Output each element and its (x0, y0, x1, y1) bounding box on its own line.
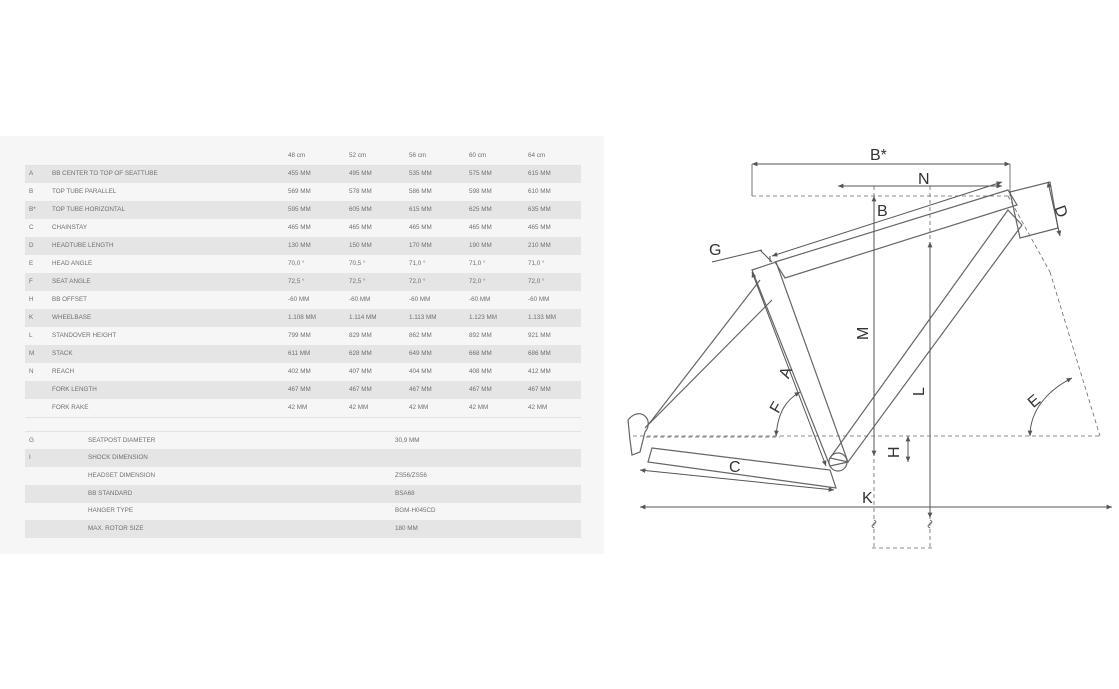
spec-row (25, 467, 581, 485)
label-d: D (1050, 203, 1071, 220)
row-value: 42 MM (469, 399, 528, 417)
row-label: FORK LENGTH (52, 381, 288, 399)
label-b: B (877, 203, 888, 220)
row-value: 71,0 ° (469, 255, 528, 273)
chainstay (648, 448, 836, 488)
row-code (25, 381, 52, 399)
geometry-row (25, 291, 581, 309)
row-label: BB OFFSET (52, 291, 288, 309)
row-value: 615 MM (409, 201, 469, 219)
row-label: HEADTUBE LENGTH (52, 237, 288, 255)
label-a: A (776, 364, 797, 381)
geometry-row (25, 309, 581, 327)
row-label: STACK (52, 345, 288, 363)
rear-dropout (628, 414, 648, 455)
row-value: 42 MM (528, 399, 581, 417)
spec-code: I (25, 449, 88, 467)
label-n: N (918, 171, 930, 188)
row-value: 921 MM (528, 327, 581, 345)
row-label: TOP TUBE PARALLEL (52, 183, 288, 201)
row-value: 465 MM (288, 219, 349, 237)
row-value: 575 MM (469, 165, 528, 183)
label-f: F (766, 399, 787, 417)
row-label: CHAINSTAY (52, 219, 288, 237)
row-code: A (25, 165, 52, 183)
row-value: -60 MM (469, 291, 528, 309)
row-value: 467 MM (288, 381, 349, 399)
geometry-row (25, 255, 581, 273)
spec-label: SEATPOST DIAMETER (88, 432, 395, 450)
dimension-labels (709, 147, 1070, 507)
row-value: 467 MM (528, 381, 581, 399)
row-value: 70,5 ° (349, 255, 409, 273)
geometry-row (25, 165, 581, 183)
spec-row (25, 520, 581, 538)
row-value: 605 MM (349, 201, 409, 219)
size-header: 60 cm (469, 147, 528, 165)
row-value: 71,0 ° (409, 255, 469, 273)
row-code: F (25, 273, 52, 291)
size-header: 64 cm (528, 147, 581, 165)
label-e: E (1024, 391, 1045, 412)
spec-value: 180 MM (395, 520, 581, 538)
geometry-table (25, 147, 581, 418)
row-value: 72,0 ° (409, 273, 469, 291)
label-c: C (729, 459, 741, 476)
row-value: 595 MM (288, 201, 349, 219)
row-value: 465 MM (469, 219, 528, 237)
row-label: HEAD ANGLE (52, 255, 288, 273)
geometry-row (25, 399, 581, 417)
row-code: D (25, 237, 52, 255)
label-b-star: B* (870, 147, 887, 164)
label-k: K (862, 490, 873, 507)
row-label: SEAT ANGLE (52, 273, 288, 291)
size-header: 48 cm (288, 147, 349, 165)
row-value: 799 MM (288, 327, 349, 345)
header-blank (25, 147, 52, 165)
spec-label: SHOCK DIMENSION (88, 449, 395, 467)
row-code: E (25, 255, 52, 273)
row-value: 649 MM (409, 345, 469, 363)
size-header: 56 cm (409, 147, 469, 165)
header-blank (52, 147, 288, 165)
row-value: 635 MM (528, 201, 581, 219)
row-code: B* (25, 201, 52, 219)
row-code: M (25, 345, 52, 363)
row-value: 598 MM (469, 183, 528, 201)
row-value: 610 MM (528, 183, 581, 201)
row-label: REACH (52, 363, 288, 381)
frame-geometry-diagram (620, 130, 1119, 555)
row-value: 455 MM (288, 165, 349, 183)
row-label: STANDOVER HEIGHT (52, 327, 288, 345)
dimension-lines (640, 164, 1112, 528)
size-header-row (25, 147, 581, 165)
spec-code (25, 520, 88, 538)
row-code: K (25, 309, 52, 327)
spec-value: ZS56/ZS56 (395, 467, 581, 485)
label-h: H (886, 446, 903, 458)
label-m: M (855, 326, 872, 340)
seat-tube (752, 262, 848, 466)
row-code (25, 399, 52, 417)
row-value: 615 MM (528, 165, 581, 183)
row-value: 569 MM (288, 183, 349, 201)
row-value: 1.133 MM (528, 309, 581, 327)
row-label: WHEELBASE (52, 309, 288, 327)
spec-row (25, 449, 581, 467)
row-value: 578 MM (349, 183, 409, 201)
spec-table (25, 431, 581, 538)
row-value: 71,0 ° (528, 255, 581, 273)
row-code: H (25, 291, 52, 309)
spec-code (25, 503, 88, 521)
row-value: 892 MM (469, 327, 528, 345)
row-label: BB CENTER TO TOP OF SEATTUBE (52, 165, 288, 183)
top-tube (775, 190, 1017, 278)
row-value: 42 MM (409, 399, 469, 417)
row-value: 408 MM (469, 363, 528, 381)
row-value: 72,5 ° (288, 273, 349, 291)
row-code: N (25, 363, 52, 381)
row-value: 467 MM (349, 381, 409, 399)
row-value: 628 MM (349, 345, 409, 363)
spec-value: 30,9 MM (395, 432, 581, 450)
row-value: 1.108 MM (288, 309, 349, 327)
row-value: 862 MM (409, 327, 469, 345)
geometry-row (25, 273, 581, 291)
row-value: -60 MM (349, 291, 409, 309)
geometry-row (25, 183, 581, 201)
row-value: 625 MM (469, 201, 528, 219)
spec-value: BGM-H045CD (395, 503, 581, 521)
row-value: 42 MM (349, 399, 409, 417)
row-value: 467 MM (469, 381, 528, 399)
row-code: B (25, 183, 52, 201)
size-header: 52 cm (349, 147, 409, 165)
row-value: -60 MM (288, 291, 349, 309)
row-value: 404 MM (409, 363, 469, 381)
row-value: 465 MM (409, 219, 469, 237)
spec-value: BSA68 (395, 485, 581, 503)
geometry-row (25, 201, 581, 219)
label-g: G (709, 242, 722, 259)
row-value: 686 MM (528, 345, 581, 363)
spec-label: BB STANDARD (88, 485, 395, 503)
spec-row (25, 432, 581, 450)
row-value: 611 MM (288, 345, 349, 363)
spec-row (25, 503, 581, 521)
row-value: 412 MM (528, 363, 581, 381)
spec-label: MAX. ROTOR SIZE (88, 520, 395, 538)
geometry-row (25, 237, 581, 255)
row-value: 72,0 ° (528, 273, 581, 291)
row-value: 668 MM (469, 345, 528, 363)
geometry-row (25, 219, 581, 237)
geometry-row (25, 345, 581, 363)
bottom-bracket (829, 453, 847, 471)
row-value: 467 MM (409, 381, 469, 399)
row-value: 407 MM (349, 363, 409, 381)
row-value: 130 MM (288, 237, 349, 255)
row-value: 402 MM (288, 363, 349, 381)
spec-label: HEADSET DIMENSION (88, 467, 395, 485)
spec-row (25, 485, 581, 503)
row-value: -60 MM (409, 291, 469, 309)
row-value: 150 MM (349, 237, 409, 255)
row-value: 465 MM (528, 219, 581, 237)
row-value: 72,5 ° (349, 273, 409, 291)
row-value: 42 MM (288, 399, 349, 417)
row-value: -60 MM (528, 291, 581, 309)
row-value: 586 MM (409, 183, 469, 201)
row-value: 465 MM (349, 219, 409, 237)
row-value: 535 MM (409, 165, 469, 183)
row-value: 495 MM (349, 165, 409, 183)
spec-code (25, 485, 88, 503)
seatstay (645, 280, 772, 428)
row-label: TOP TUBE HORIZONTAL (52, 201, 288, 219)
geometry-row (25, 363, 581, 381)
row-value: 1.114 MM (349, 309, 409, 327)
row-code: C (25, 219, 52, 237)
row-value: 170 MM (409, 237, 469, 255)
row-value: 72,0 ° (469, 273, 528, 291)
spec-code: G (25, 432, 88, 450)
spec-code (25, 467, 88, 485)
row-value: 829 MM (349, 327, 409, 345)
row-code: L (25, 327, 52, 345)
spec-value (395, 449, 581, 467)
row-value: 1.123 MM (469, 309, 528, 327)
row-value: 1.113 MM (409, 309, 469, 327)
bike-frame (628, 182, 1058, 488)
label-l: L (911, 387, 928, 396)
row-value: 70,0 ° (288, 255, 349, 273)
spec-label: HANGER TYPE (88, 503, 395, 521)
geometry-row (25, 381, 581, 399)
row-value: 190 MM (469, 237, 528, 255)
geometry-row (25, 327, 581, 345)
row-label: FORK RAKE (52, 399, 288, 417)
row-value: 210 MM (528, 237, 581, 255)
